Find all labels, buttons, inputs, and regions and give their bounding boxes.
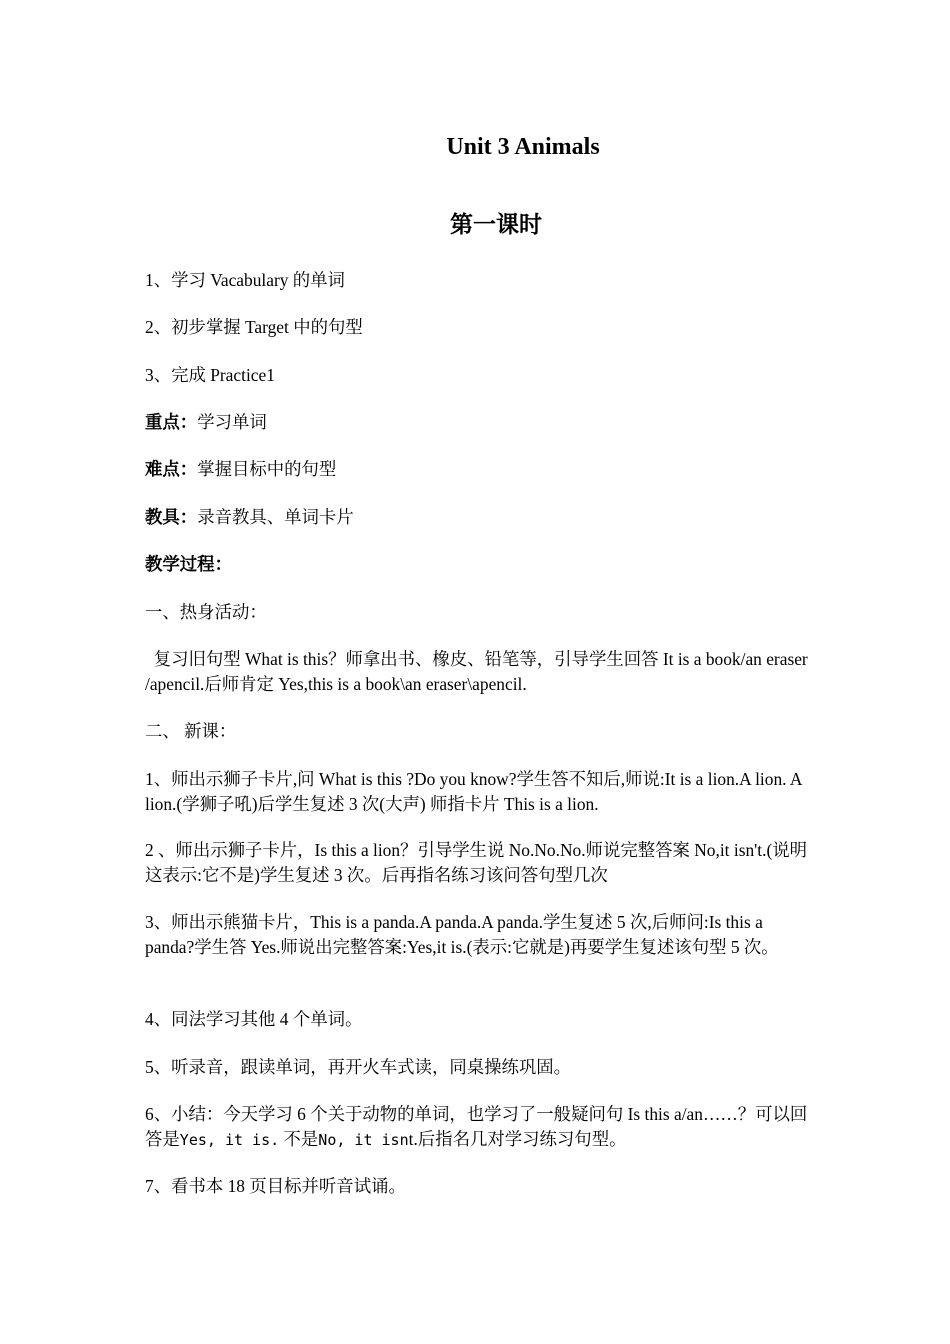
difficulty-text: 掌握目标中的句型 <box>197 459 337 479</box>
process-heading: 教学过程： <box>145 554 232 574</box>
summary-step <box>145 1102 810 1153</box>
summary-part-2: 不是 <box>283 1129 319 1149</box>
step-2: 2 、师出示狮子卡片，Is this a lion？引导学生说 No.No.No.师说完整答案 No,it isn't.(说明这表示:它不是)学生复述 3 次。后再指名练习该问答句型几次 <box>145 840 808 885</box>
step-4: 4、同法学习其他 4 个单词。 <box>145 1009 363 1029</box>
summary-answer-yes: Yes, it is. <box>179 1131 280 1149</box>
objective-1: 1、学习 Vacabulary 的单词 <box>145 270 345 290</box>
warmup-heading: 一、热身活动： <box>145 602 267 622</box>
step-3: 3、师出示熊猫卡片，This is a panda.A panda.A panda.学生复述 5 次,后师问:Is this a panda?学生答 Yes.师说出完整答案:Yes,it is.(表示:它就是)再要学生复述该句型 5 次。 <box>145 912 779 957</box>
step-1: 1、师出示狮子卡片,问 What is this ?Do you know?学生答不知后,师说:It is a lion.A lion. A lion.(学狮子吼)后学生复述 3 次(大声) 师指卡片 This is a lion. <box>145 769 802 814</box>
difficulty <box>145 457 810 482</box>
step-5: 5、听录音，跟读单词，再开火车式读，同桌操练巩固。 <box>145 1057 572 1077</box>
step-7: 7、看书本 18 页目标并听音试诵。 <box>145 1176 406 1196</box>
summary-part-3: t.后指名几对学习练习句型。 <box>408 1129 627 1149</box>
key-point-label: 重点： <box>145 412 198 432</box>
teaching-aids <box>145 505 810 530</box>
document-title: Unit 3 Animals <box>446 134 600 160</box>
objective-2: 2、初步掌握 Target 中的句型 <box>145 317 363 337</box>
teaching-aids-text: 录音教具、单词卡片 <box>197 507 354 527</box>
difficulty-label: 难点： <box>145 459 198 479</box>
warmup-text: 复习旧句型 What is this？师拿出书、橡皮、铅笔等，引导学生回答 It is a book/an eraser /apencil.后师肯定 Yes,this is a book\an eraser\apencil. <box>145 649 813 694</box>
summary-answer-no: No, it isn <box>318 1131 409 1149</box>
objective-3: 3、完成 Practice1 <box>145 365 275 385</box>
key-point <box>145 410 810 435</box>
lesson-subtitle: 第一课时 <box>450 212 542 237</box>
key-point-text: 学习单词 <box>197 412 267 432</box>
summary-part-1: 6、小结：今天学习 6 个关于动物的单词，也学习了一般疑问句 Is this a/an……？可以回答是 <box>145 1104 808 1149</box>
new-lesson-heading: 二、 新课： <box>145 721 237 741</box>
teaching-aids-label: 教具： <box>145 507 198 527</box>
